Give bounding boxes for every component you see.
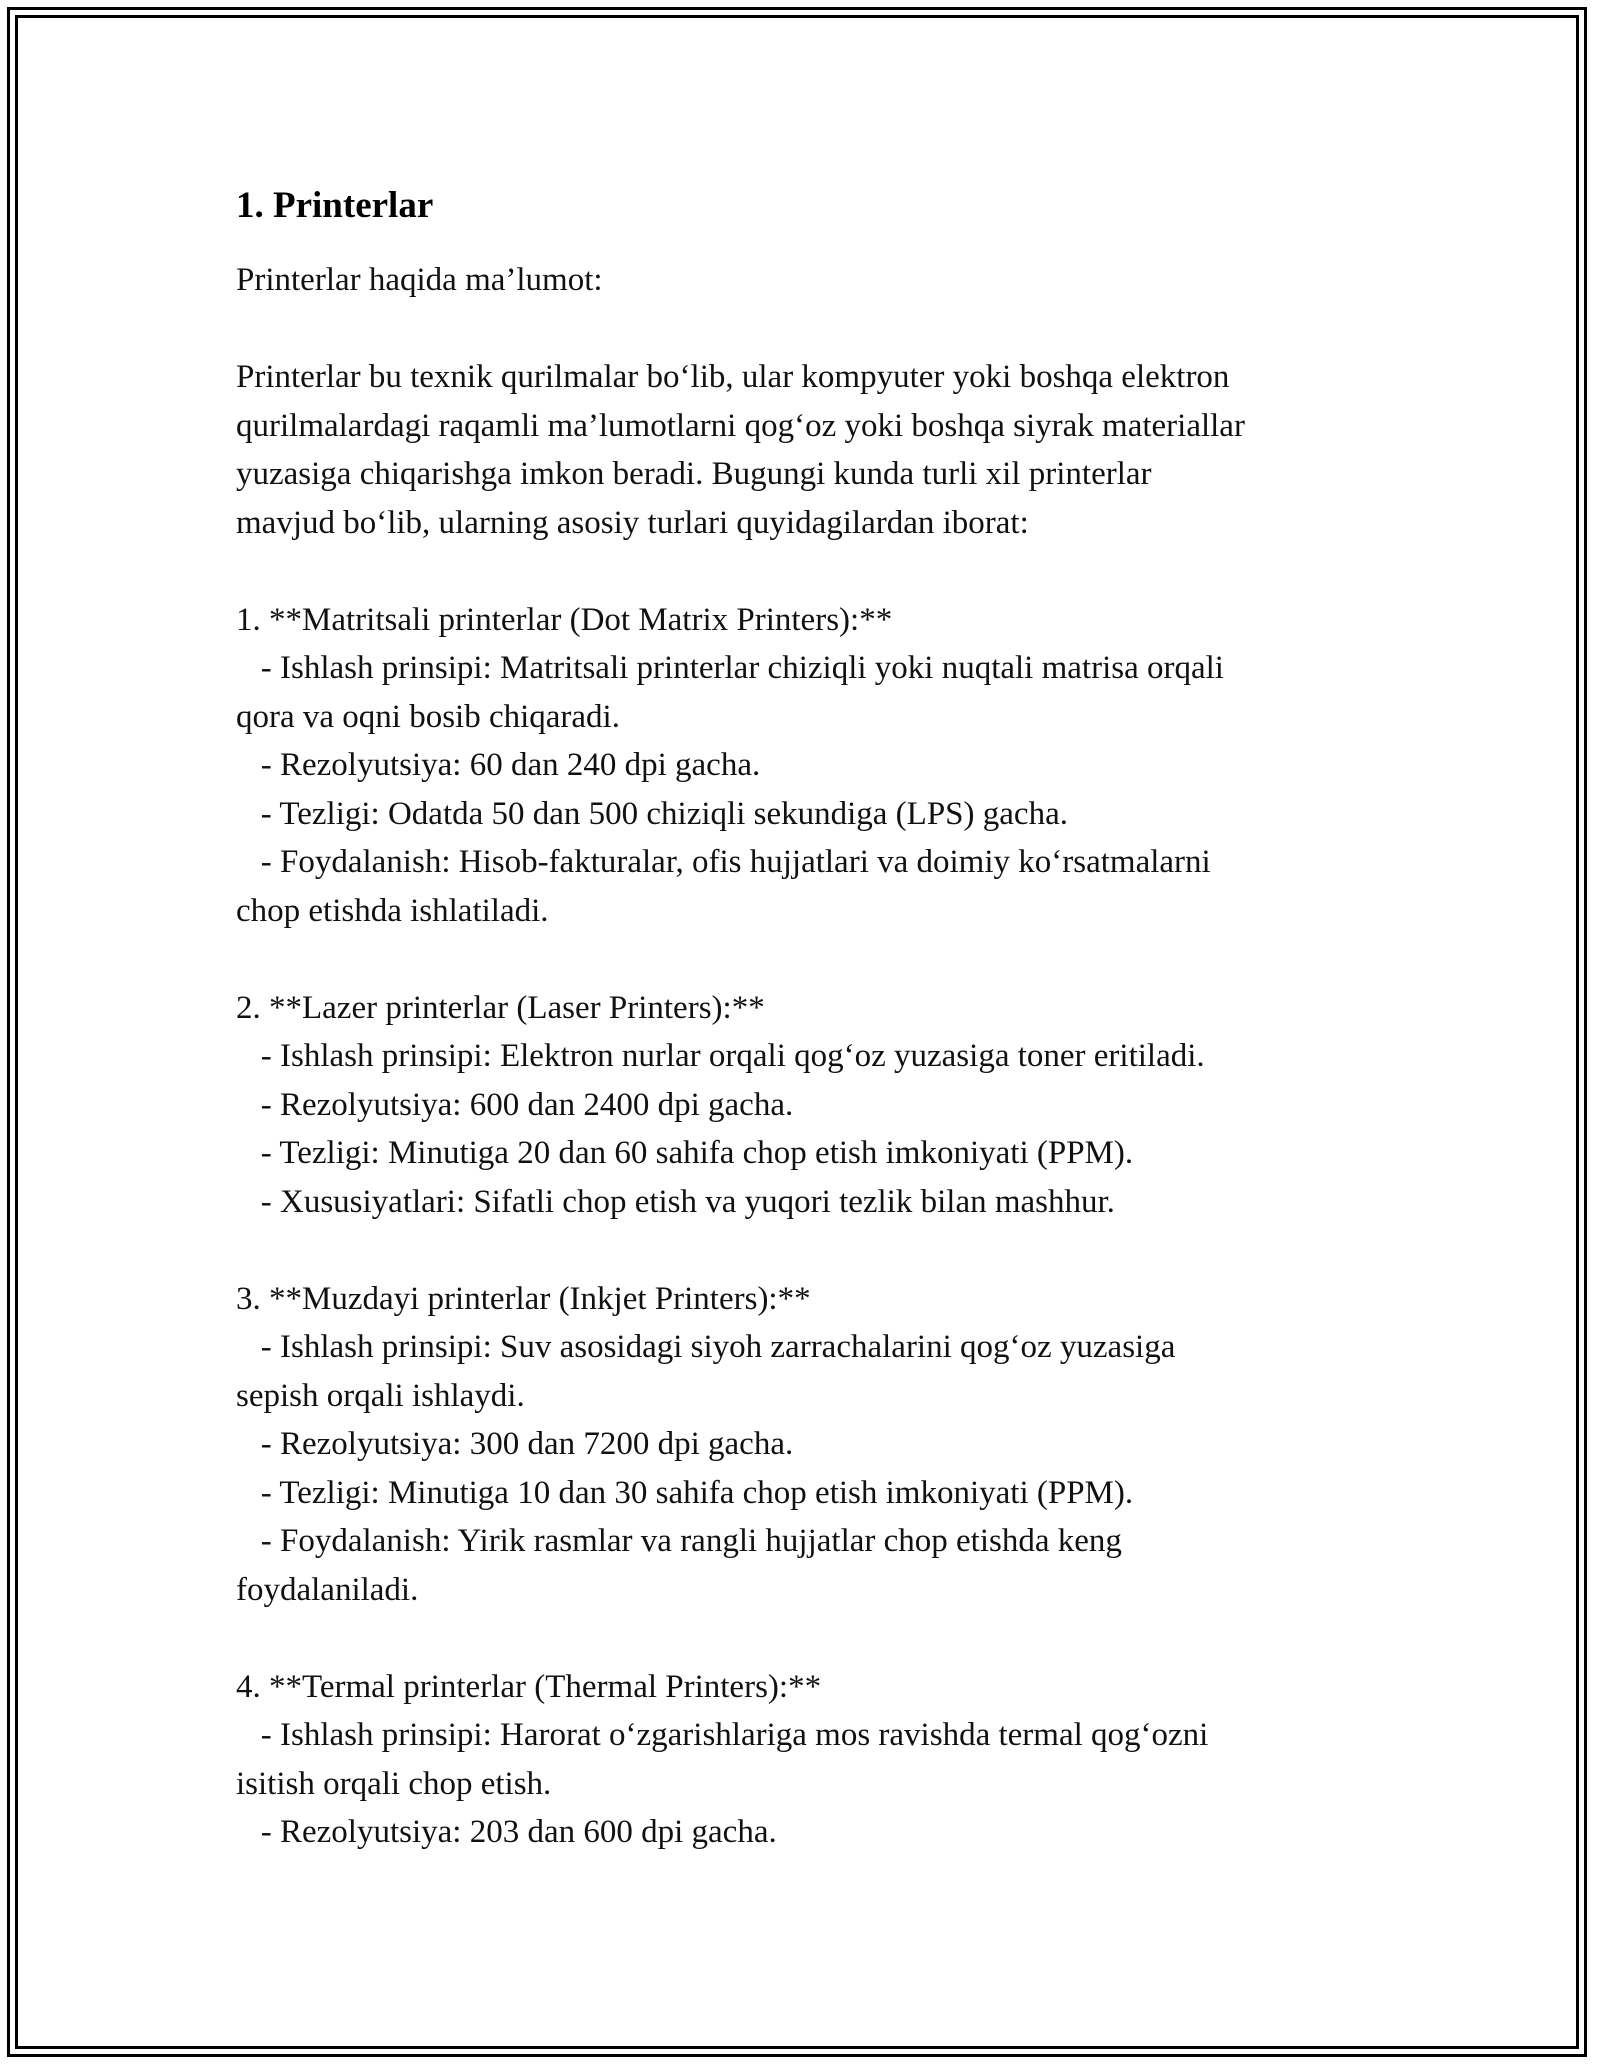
text-line: mavjud bo‘lib, ularning asosiy turlari quyidagilardan iborat: xyxy=(236,504,1029,541)
text-line: - Foydalanish: Yirik rasmlar va rangli hujjatlar chop etishda keng xyxy=(236,1523,1122,1559)
blank-line xyxy=(236,1614,1396,1663)
text-line: - Rezolyutsiya: 600 dan 2400 dpi gacha. xyxy=(236,1086,794,1123)
text-line: - Rezolyutsiya: 300 dan 7200 dpi gacha. xyxy=(236,1426,794,1462)
text-line: - Tezligi: Minutiga 10 dan 30 sahifa chop etish imkoniyati (PPM). xyxy=(236,1474,1134,1511)
text-line: 2. **Lazer printerlar (Laser Printers):** xyxy=(236,989,765,1026)
text-line: Printerlar haqida ma’lumot: xyxy=(236,262,603,298)
text-line: foydalaniladi. xyxy=(236,1571,419,1608)
blank-line xyxy=(236,547,1396,596)
document-body xyxy=(236,182,1396,1857)
text-line: - Ishlash prinsipi: Suv asosidagi siyoh zarrachalarini qog‘oz yuzasiga xyxy=(236,1329,1176,1365)
text-line: chop etishda ishlatiladi. xyxy=(236,892,549,929)
text-line: - Tezligi: Odatda 50 dan 500 chiziqli sekundiga (LPS) gacha. xyxy=(236,795,1068,832)
text-line: - Ishlash prinsipi: Elektron nurlar orqali qog‘oz yuzasiga toner eritiladi. xyxy=(236,1038,1205,1074)
text-line: - Xususiyatlari: Sifatli chop etish va yuqori tezlik bilan mashhur. xyxy=(236,1183,1115,1220)
text-line: yuzasiga chiqarishga imkon beradi. Bugungi kunda turli xil printerlar xyxy=(236,456,1152,492)
text-line: - Foydalanish: Hisob-fakturalar, ofis hujjatlari va doimiy ko‘rsatmalarni xyxy=(236,844,1211,880)
document-heading: 1. Printerlar xyxy=(236,185,434,226)
document-text xyxy=(236,256,1396,1857)
text-line: 3. **Muzdayi printerlar (Inkjet Printers):** xyxy=(236,1280,811,1317)
text-line: qora va oqni bosib chiqaradi. xyxy=(236,698,620,735)
text-line: - Rezolyutsiya: 60 dan 240 dpi gacha. xyxy=(236,747,761,783)
blank-line xyxy=(236,935,1396,984)
text-line: qurilmalardagi raqamli ma’lumotlarni qog‘oz yoki boshqa siyrak materiallar xyxy=(236,407,1245,444)
text-line: - Ishlash prinsipi: Matritsali printerlar chiziqli yoki nuqtali matrisa orqali xyxy=(236,650,1224,686)
text-line: 1. **Matritsali printerlar (Dot Matrix Printers):** xyxy=(236,601,893,638)
text-line: - Ishlash prinsipi: Harorat o‘zgarishlariga mos ravishda termal qog‘ozni xyxy=(236,1717,1209,1753)
text-line: sepish orqali ishlaydi. xyxy=(236,1377,525,1414)
text-line: Printerlar bu texnik qurilmalar bo‘lib, ular kompyuter yoki boshqa elektron xyxy=(236,359,1230,395)
blank-line xyxy=(236,1226,1396,1275)
blank-line xyxy=(236,305,1396,354)
text-line: 4. **Termal printerlar (Thermal Printers):** xyxy=(236,1668,822,1705)
text-line: - Rezolyutsiya: 203 dan 600 dpi gacha. xyxy=(236,1814,777,1850)
text-line: - Tezligi: Minutiga 20 dan 60 sahifa chop etish imkoniyati (PPM). xyxy=(236,1135,1134,1171)
text-line: isitish orqali chop etish. xyxy=(236,1765,552,1802)
